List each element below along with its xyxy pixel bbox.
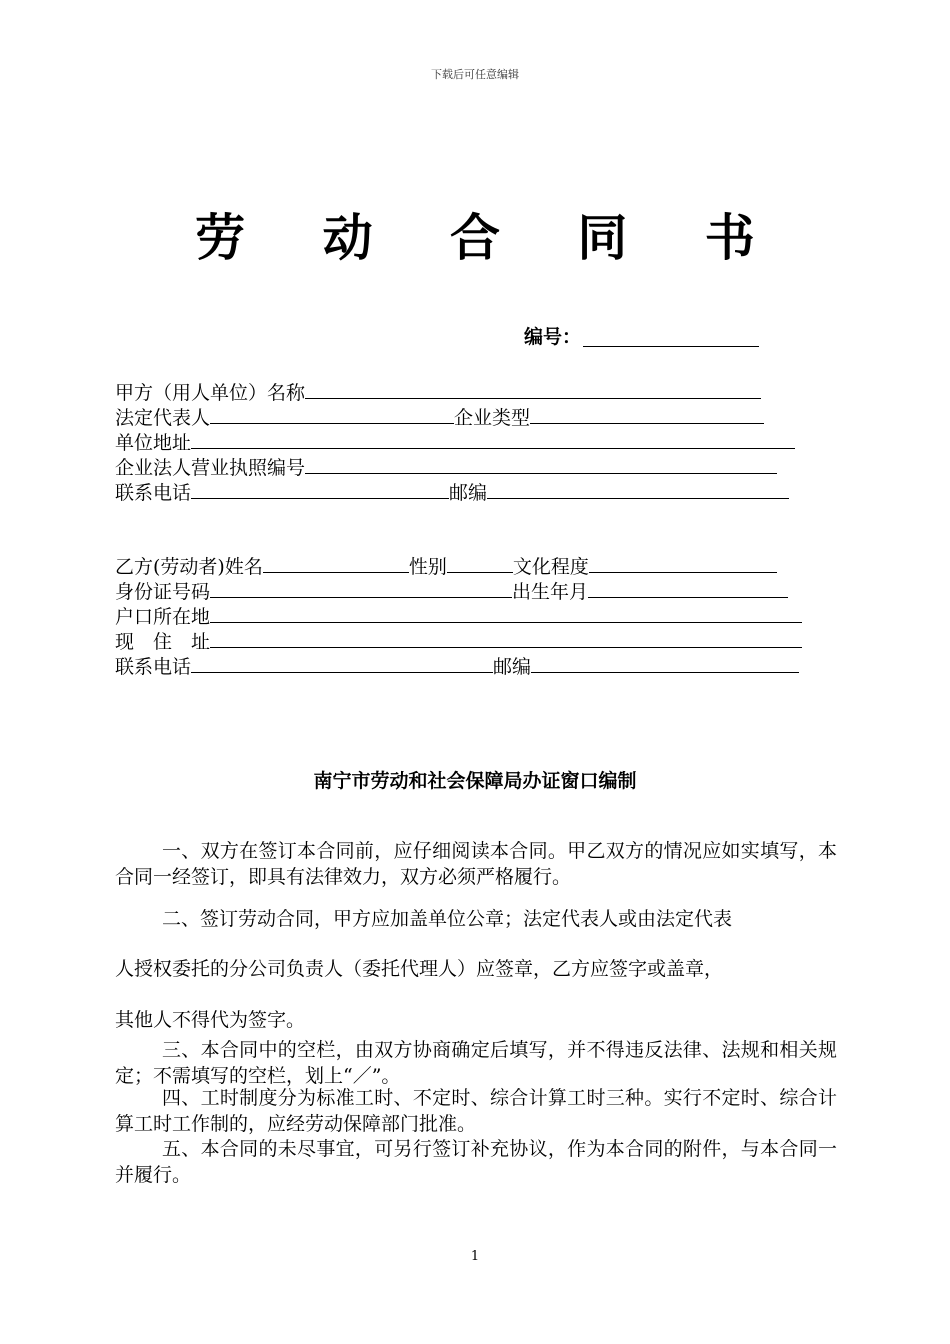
party-a-phone-row — [115, 480, 789, 504]
party-b-zip-label: 邮编 — [493, 656, 532, 678]
header-note: 下载后可任意编辑 — [431, 68, 519, 81]
party-a-type-blank[interactable] — [530, 405, 764, 424]
party-b-hukou-blank[interactable] — [210, 604, 802, 623]
serial-number-label: 编号： — [524, 326, 582, 348]
party-b-residence-row — [115, 629, 802, 653]
party-b-name-row — [115, 554, 777, 578]
party-a-address-row — [115, 430, 795, 454]
party-b-residence-blank[interactable] — [210, 629, 802, 648]
document-title: 劳 动 合 同 书 — [195, 208, 785, 267]
party-b-education-blank[interactable] — [589, 554, 777, 573]
party-b-zip-blank[interactable] — [531, 654, 799, 673]
note-1: 一、双方在签订本合同前，应仔细阅读本合同。甲乙双方的情况应如实填写，本合同一经签订，即具有法律效力，双方必须严格履行。 — [115, 840, 837, 888]
party-a-type-label: 企业类型 — [454, 407, 531, 429]
party-b-name-label: 乙方(劳动者)姓名 — [115, 556, 263, 578]
page-number: 1 — [470, 1249, 480, 1264]
party-a-zip-blank[interactable] — [487, 480, 789, 499]
party-b-gender-blank[interactable] — [447, 554, 513, 573]
note-2-line-2: 人授权委托的分公司负责人（委托代理人）应签章，乙方应签字或盖章， — [115, 958, 724, 980]
party-b-phone-row — [115, 654, 799, 678]
party-b-id-label: 身份证号码 — [115, 581, 211, 603]
party-a-phone-blank[interactable] — [191, 480, 449, 499]
party-a-name-label: 甲方（用人单位）名称 — [115, 382, 306, 404]
party-a-rep-blank[interactable] — [210, 405, 454, 424]
party-b-education-label: 文化程度 — [512, 556, 589, 578]
serial-number-field — [524, 322, 759, 349]
note-2-line-3: 其他人不得代为签字。 — [115, 1009, 306, 1031]
party-a-rep-row — [115, 405, 764, 429]
party-a-rep-label: 法定代表人 — [115, 407, 211, 429]
party-b-phone-label: 联系电话 — [115, 656, 192, 678]
party-b-hukou-row — [115, 604, 802, 628]
note-5: 五、本合同的未尽事宜，可另行签订补充协议，作为本合同的附件，与本合同一并履行。 — [115, 1138, 837, 1186]
party-a-address-blank[interactable] — [191, 430, 795, 449]
note-4: 四、工时制度分为标准工时、不定时、综合计算工时三种。实行不定时、综合计算工时工作制的，应经劳动保障部门批准。 — [115, 1087, 837, 1135]
party-a-license-blank[interactable] — [305, 455, 777, 474]
note-3: 三、本合同中的空栏，由双方协商确定后填写，并不得违反法律、法规和相关规定；不需填写的空栏，划上“／”。 — [115, 1039, 837, 1087]
party-a-license-row — [115, 455, 777, 479]
issuing-organization: 南宁市劳动和社会保障局办证窗口编制 — [313, 770, 637, 792]
party-b-name-blank[interactable] — [263, 554, 409, 573]
note-2-line-1: 二、签订劳动合同，甲方应加盖单位公章；法定代表人或由法定代表 — [162, 908, 733, 930]
party-b-gender-label: 性别 — [408, 556, 447, 578]
party-a-phone-label: 联系电话 — [115, 482, 192, 504]
party-b-birth-blank[interactable] — [588, 579, 788, 598]
serial-number-blank[interactable] — [583, 326, 759, 347]
party-b-hukou-label: 户口所在地 — [115, 606, 211, 628]
party-b-id-blank[interactable] — [210, 579, 512, 598]
party-a-address-label: 单位地址 — [115, 432, 192, 454]
party-b-phone-blank[interactable] — [191, 654, 493, 673]
party-b-residence-label: 现 住 址 — [115, 631, 211, 653]
party-a-name-blank[interactable] — [305, 380, 761, 399]
party-b-birth-label: 出生年月 — [512, 581, 589, 603]
party-a-zip-label: 邮编 — [449, 482, 488, 504]
party-a-license-label: 企业法人营业执照编号 — [115, 457, 306, 479]
party-a-name-row — [115, 380, 761, 404]
party-b-id-row — [115, 579, 788, 603]
